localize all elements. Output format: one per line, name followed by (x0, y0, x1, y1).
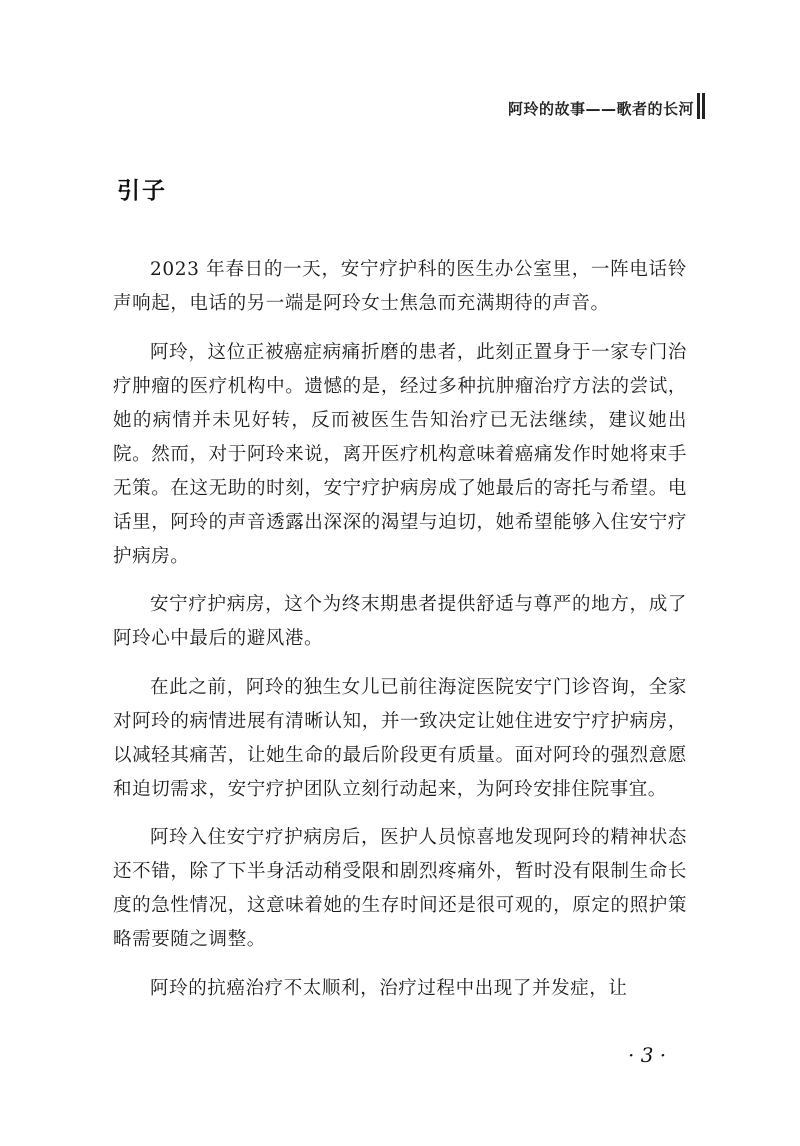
chapter-title: 引子 (117, 178, 167, 204)
paragraph: 安宁疗护病房，这个为终末期患者提供舒适与尊严的地方，成了阿玲心中最后的避风港。 (113, 594, 687, 649)
running-header: 阿玲的故事——歌者的长河 (507, 100, 694, 118)
page-number: · 3 · (628, 1043, 667, 1067)
paragraph: 阿玲的抗癌治疗不太顺利，治疗过程中出现了并发症，让 (150, 977, 628, 999)
paragraph: 阿玲入住安宁疗护病房后，医护人员惊喜地发现阿玲的精神状态还不错，除了下半身活动稍受限和剧烈疼痛外，暂时没有限制生命长度的急性情况，这意味着她的生存时间还是很可观的，原定的照护策略需要随之调整。 (113, 827, 687, 950)
body-text (113, 253, 687, 1020)
paragraph: 2023 年春日的一天，安宁疗护科的医生办公室里，一阵电话铃声响起，电话的另一端是阿玲女士焦急而充满期待的声音。 (113, 259, 687, 314)
paragraph: 在此之前，阿玲的独生女儿已前往海淀医院安宁门诊咨询，全家对阿玲的病情进展有清晰认知，并一致决定让她住进安宁疗护病房，以减轻其痛苦，让她生命的最后阶段更有质量。面对阿玲的强烈意愿和迫切需求，安宁疗护团队立刻行动起来，为阿玲安排住院事宜。 (113, 676, 687, 800)
header-rule-icon (697, 93, 705, 119)
paragraph: 阿玲，这位正被癌症病痛折磨的患者，此刻正置身于一家专门治疗肿瘤的医疗机构中。遗憾的是，经过多种抗肿瘤治疗方法的尝试，她的病情并未见好转，反而被医生告知治疗已无法继续，建议她出院。然而，对于阿玲来说，离开医疗机构意味着癌痛发作时她将束手无策。在这无助的时刻，安宁疗护病房成了她最后的寄托与希望。电话里，阿玲的声音透露出深深的渴望与迫切，她希望能够入住安宁疗护病房。 (113, 341, 687, 567)
